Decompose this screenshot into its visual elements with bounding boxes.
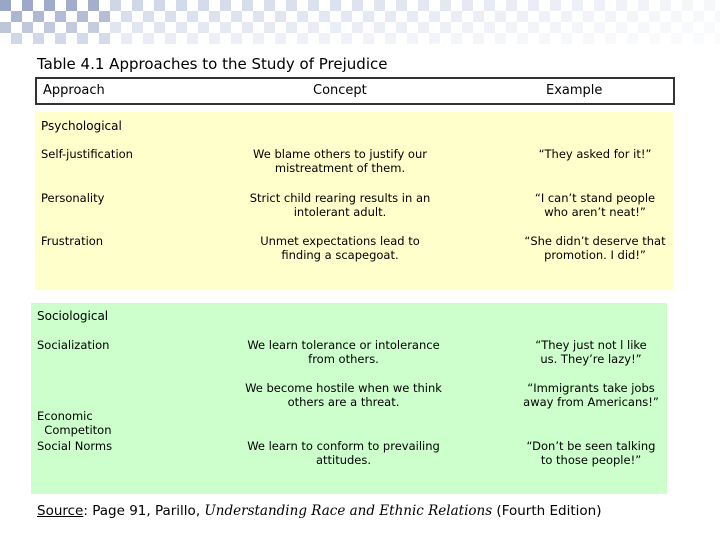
checker-square [220, 0, 231, 11]
checker-square [616, 0, 627, 11]
checker-square [539, 11, 550, 22]
source-book-title: Understanding Race and Ethnic Relations [204, 503, 493, 519]
checker-square [187, 11, 198, 22]
checker-square [11, 11, 22, 22]
checker-square [429, 33, 440, 44]
checker-square [297, 33, 308, 44]
checker-square [220, 22, 231, 33]
checker-square [418, 22, 429, 33]
section-label-psychological: Psychological [41, 119, 122, 133]
checker-square [308, 0, 319, 11]
checker-square [539, 33, 550, 44]
checker-square [121, 11, 132, 22]
checker-square [242, 22, 253, 33]
checker-square [682, 0, 693, 11]
checker-square [198, 0, 209, 11]
checker-square [121, 33, 132, 44]
checker-square [561, 11, 572, 22]
checker-square [473, 11, 484, 22]
checker-square [264, 0, 275, 11]
checker-square [264, 22, 275, 33]
header-concept: Concept [313, 83, 367, 98]
decorative-checker-pattern [0, 0, 720, 44]
checker-square [484, 0, 495, 11]
checker-square [330, 22, 341, 33]
checker-square [649, 11, 660, 22]
socio-row-2-example: “Immigrants take jobs away from Americans!” [523, 381, 659, 409]
checker-square [330, 0, 341, 11]
checker-square [396, 0, 407, 11]
checker-square [77, 11, 88, 22]
checker-square [693, 33, 704, 44]
checker-square [671, 33, 682, 44]
checker-square [209, 11, 220, 22]
checker-square [308, 22, 319, 33]
checker-square [484, 22, 495, 33]
checker-square [275, 33, 286, 44]
checker-square [55, 33, 66, 44]
checker-square [33, 33, 44, 44]
source-citation [37, 503, 601, 519]
checker-square [286, 22, 297, 33]
checker-square [715, 33, 720, 44]
checker-square [583, 11, 594, 22]
checker-square [176, 22, 187, 33]
checker-square [627, 11, 638, 22]
checker-square [649, 33, 660, 44]
checker-square [616, 22, 627, 33]
checker-square [231, 11, 242, 22]
checker-square [99, 11, 110, 22]
checker-square [275, 11, 286, 22]
psych-row-1-concept: We blame others to justify our mistreatment of them. [253, 147, 427, 175]
checker-square [440, 22, 451, 33]
checker-square [286, 0, 297, 11]
checker-square [242, 0, 253, 11]
psych-row-2-concept: Strict child rearing results in an intolerant adult. [249, 191, 431, 219]
checker-square [429, 11, 440, 22]
checker-square [495, 33, 506, 44]
socio-row-2-concept: We become hostile when we think others are a threat. [245, 381, 442, 409]
psych-row-1-example: “They asked for it!” [538, 147, 652, 161]
checker-square [561, 33, 572, 44]
header-example: Example [546, 83, 603, 98]
checker-square [33, 11, 44, 22]
checker-square [572, 0, 583, 11]
checker-square [143, 11, 154, 22]
checker-square [319, 33, 330, 44]
checker-square [638, 22, 649, 33]
checker-square [506, 0, 517, 11]
checker-square [55, 11, 66, 22]
checker-square [198, 22, 209, 33]
psych-row-2-example: “I can’t stand people who aren’t neat!” [534, 191, 656, 219]
checker-square [187, 33, 198, 44]
checker-square [374, 22, 385, 33]
checker-square [693, 11, 704, 22]
table-header [35, 77, 675, 105]
checker-square [594, 22, 605, 33]
source-text: : Page 91, Parillo, [83, 503, 205, 519]
checker-square [44, 0, 55, 11]
checker-square [704, 0, 715, 11]
checker-square [418, 0, 429, 11]
checker-square [374, 0, 385, 11]
checker-square [66, 22, 77, 33]
checker-square [495, 11, 506, 22]
checker-square [451, 11, 462, 22]
psych-row-1-approach: Self-justification [41, 147, 133, 161]
header-approach: Approach [43, 83, 105, 98]
psych-row-3-approach: Frustration [41, 234, 104, 248]
socio-row-1-concept: We learn tolerance or intolerance from others. [247, 338, 440, 366]
checker-square [704, 22, 715, 33]
checker-square [44, 22, 55, 33]
checker-square [396, 22, 407, 33]
checker-square [363, 11, 374, 22]
checker-square [0, 0, 11, 11]
checker-square [341, 33, 352, 44]
checker-square [407, 33, 418, 44]
checker-square [352, 22, 363, 33]
checker-square [253, 33, 264, 44]
checker-square [660, 0, 671, 11]
checker-square [99, 33, 110, 44]
psych-row-2-approach: Personality [41, 191, 105, 205]
checker-square [682, 22, 693, 33]
checker-square [638, 0, 649, 11]
checker-square [22, 22, 33, 33]
checker-square [0, 22, 11, 33]
checker-square [473, 33, 484, 44]
checker-square [462, 22, 473, 33]
checker-square [77, 33, 88, 44]
checker-square [88, 22, 99, 33]
checker-square [517, 11, 528, 22]
checker-square [66, 0, 77, 11]
checker-square [132, 22, 143, 33]
checker-square [297, 11, 308, 22]
psych-row-3-example: “She didn’t deserve that promotion. I did!” [524, 234, 666, 262]
checker-square [165, 11, 176, 22]
checker-square [385, 33, 396, 44]
checker-square [572, 22, 583, 33]
checker-square [660, 22, 671, 33]
socio-row-3-example: “Don’t be seen talking to those people!” [526, 439, 656, 467]
table-title: Table 4.1 Approaches to the Study of Prejudice [37, 55, 388, 73]
checker-square [253, 11, 264, 22]
checker-square [363, 33, 374, 44]
checker-square [209, 33, 220, 44]
section-label-sociological: Sociological [37, 309, 109, 323]
psychological-section [35, 112, 673, 290]
source-label: Source [37, 503, 84, 519]
checker-square [528, 0, 539, 11]
checker-square [550, 22, 561, 33]
checker-square [528, 22, 539, 33]
checker-square [143, 33, 154, 44]
checker-square [506, 22, 517, 33]
socio-row-1-example: “They just not l like us. They’re lazy!” [535, 338, 647, 366]
checker-square [605, 11, 616, 22]
socio-row-3-concept: We learn to conform to prevailing attitudes. [247, 439, 440, 467]
checker-square [110, 22, 121, 33]
checker-square [110, 0, 121, 11]
checker-square [583, 33, 594, 44]
source-edition: (Fourth Edition) [492, 503, 602, 519]
checker-square [407, 11, 418, 22]
checker-square [451, 33, 462, 44]
checker-square [594, 0, 605, 11]
psych-row-3-concept: Unmet expectations lead to finding a scapegoat. [260, 234, 420, 262]
checker-square [176, 0, 187, 11]
checker-square [627, 33, 638, 44]
checker-square [341, 11, 352, 22]
checker-square [88, 0, 99, 11]
checker-square [154, 22, 165, 33]
socio-row-2-approach: Economic Competiton [37, 409, 112, 437]
checker-square [132, 0, 143, 11]
checker-square [165, 33, 176, 44]
sociological-section [31, 303, 667, 494]
checker-square [22, 0, 33, 11]
checker-square [715, 11, 720, 22]
checker-square [605, 33, 616, 44]
checker-square [352, 0, 363, 11]
checker-square [671, 11, 682, 22]
socio-row-3-approach: Social Norms [37, 439, 113, 453]
checker-square [462, 0, 473, 11]
checker-square [154, 0, 165, 11]
checker-square [319, 11, 330, 22]
checker-square [440, 0, 451, 11]
checker-square [550, 0, 561, 11]
checker-square [231, 33, 242, 44]
socio-row-1-approach: Socialization [37, 338, 110, 352]
checker-square [385, 11, 396, 22]
checker-square [517, 33, 528, 44]
checker-square [11, 33, 22, 44]
